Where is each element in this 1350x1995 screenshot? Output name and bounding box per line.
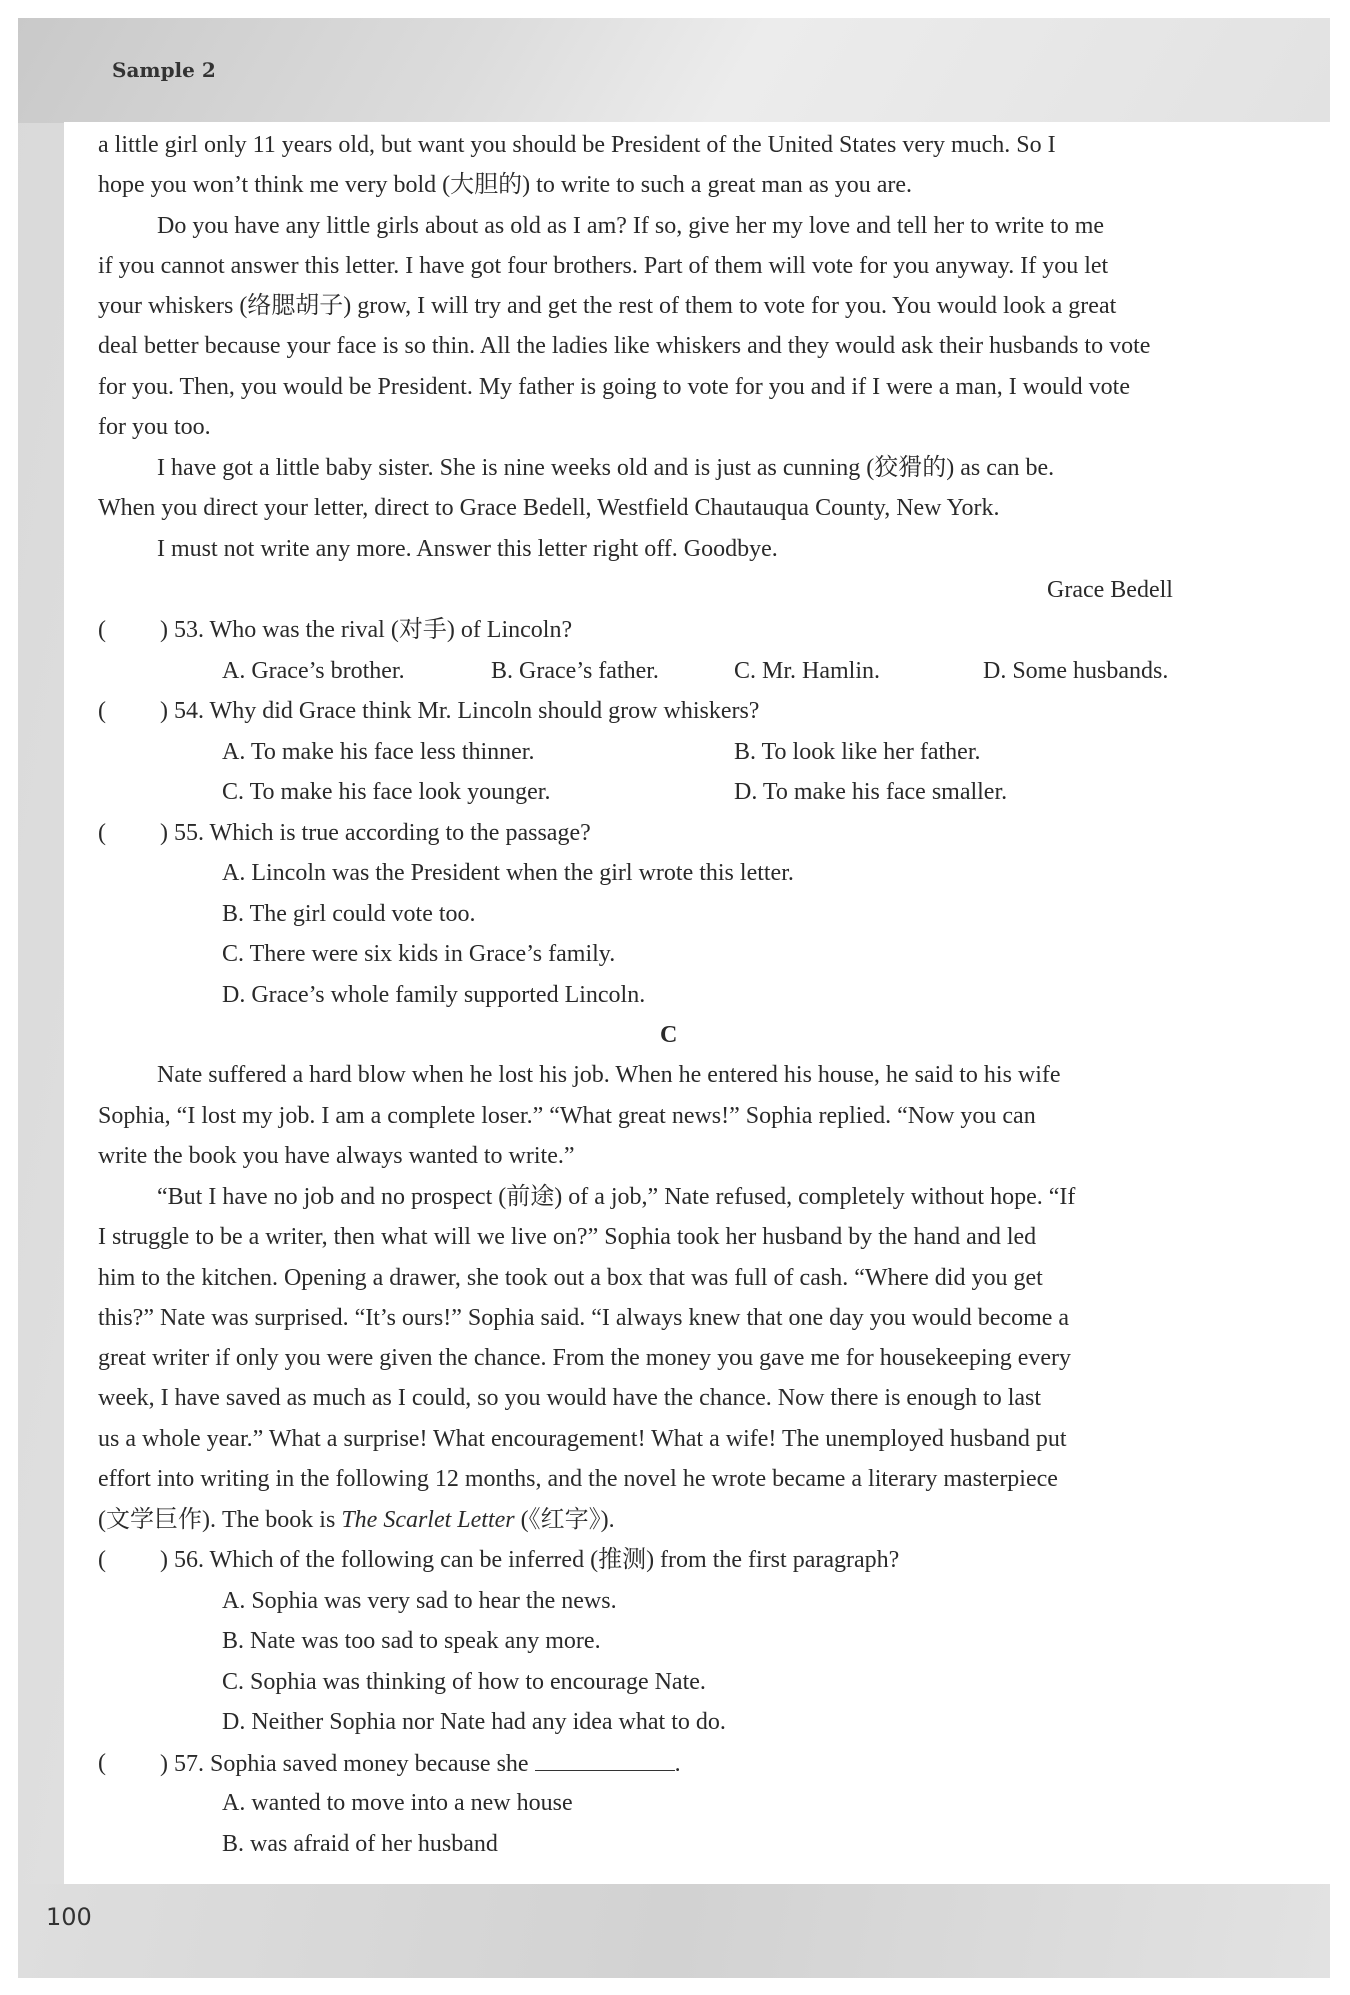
page-number: 100 (46, 1903, 92, 1931)
letter-line: Do you have any little girls about as old as I am? If so, give her my love and tell her to write to me (157, 213, 1105, 239)
question-55-option-c: C. There were six kids in Grace’s family. (222, 941, 616, 967)
question-56-option-b: B. Nate was too sad to speak any more. (222, 1628, 601, 1654)
question-54-stem: ) 54. Why did Grace think Mr. Lincoln should grow whiskers? (160, 698, 760, 724)
passage-line: great writer if only you were given the chance. From the money you gave me for housekeeping every (98, 1345, 1071, 1371)
passage-line-suffix: (《红字》). (514, 1507, 615, 1533)
question-53-stem: ) 53. Who was the rival (对手) of Lincoln? (160, 617, 573, 643)
letter-line: for you too. (98, 414, 211, 440)
answer-paren: ( (98, 820, 106, 846)
letter-line: for you. Then, you would be President. My father is going to vote for you and if I were a man, I would vote (98, 374, 1130, 400)
question-56-option-a: A. Sophia was very sad to hear the news. (222, 1588, 617, 1614)
section-heading: C (660, 1022, 678, 1048)
answer-paren: ( (98, 1750, 106, 1776)
question-54-option-b: B. To look like her father. (734, 739, 981, 765)
passage-line: us a whole year.” What a surprise! What encouragement! What a wife! The unemployed husband put (98, 1426, 1067, 1452)
passage-line: “But I have no job and no prospect (前途) of a job,” Nate refused, completely without hope. “If (157, 1184, 1076, 1210)
letter-line: if you cannot answer this letter. I have got four brothers. Part of them will vote for you anyway. If you let (98, 253, 1109, 279)
question-57-option-b: B. was afraid of her husband (222, 1831, 498, 1857)
question-53-option-c: C. Mr. Hamlin. (734, 658, 881, 684)
question-56-option-d: D. Neither Sophia nor Nate had any idea what to do. (222, 1709, 726, 1735)
question-53-option-a: A. Grace’s brother. (222, 658, 405, 684)
footer-band (18, 1884, 1330, 1978)
answer-paren: ( (98, 698, 106, 724)
question-56-stem: ) 56. Which of the following can be inferred (推测) from the first paragraph? (160, 1547, 900, 1573)
passage-line: him to the kitchen. Opening a drawer, she took out a box that was full of cash. “Where did you get (98, 1265, 1043, 1291)
letter-line: deal better because your face is so thin. All the ladies like whiskers and they would ask their husbands to vote (98, 333, 1151, 359)
letter-line: hope you won’t think me very bold (大胆的) to write to such a great man as you are. (98, 172, 913, 198)
question-55-stem: ) 55. Which is true according to the passage? (160, 820, 591, 846)
letter-line: a little girl only 11 years old, but want you should be President of the United States very much. So I (98, 132, 1056, 158)
question-55-option-d: D. Grace’s whole family supported Lincoln. (222, 982, 646, 1008)
passage-line: Nate suffered a hard blow when he lost his job. When he entered his house, he said to his wife (157, 1062, 1061, 1088)
letter-line: When you direct your letter, direct to Grace Bedell, Westfield Chautauqua County, New York. (98, 495, 1000, 521)
passage-line: this?” Nate was surprised. “It’s ours!” Sophia said. “I always knew that one day you would become a (98, 1305, 1070, 1331)
question-57-stem-end: . (674, 1751, 681, 1777)
book-title: The Scarlet Letter (341, 1507, 515, 1533)
passage-line: I struggle to be a writer, then what will we live on?” Sophia took her husband by the hand and led (98, 1224, 1037, 1250)
letter-line: I have got a little baby sister. She is nine weeks old and is just as cunning (狡猾的) as can be. (157, 455, 1055, 481)
letter-line: I must not write any more. Answer this letter right off. Goodbye. (157, 536, 778, 562)
question-56-option-c: C. Sophia was thinking of how to encourage Nate. (222, 1669, 706, 1695)
question-57-option-a: A. wanted to move into a new house (222, 1790, 573, 1816)
passage-line: effort into writing in the following 12 months, and the novel he wrote became a literary masterpiece (98, 1466, 1058, 1492)
question-53-option-b: B. Grace’s father. (491, 658, 659, 684)
sample-label: Sample 2 (112, 58, 216, 82)
question-57-stem: ) 57. Sophia saved money because she (160, 1751, 529, 1777)
passage-line: write the book you have always wanted to write.” (98, 1143, 575, 1169)
question-54-option-c: C. To make his face look younger. (222, 779, 551, 805)
passage-line-last (98, 1505, 615, 1535)
letter-line: your whiskers (络腮胡子) grow, I will try and get the rest of them to vote for you. You would look a great (98, 293, 1117, 319)
question-55-option-a: A. Lincoln was the President when the girl wrote this letter. (222, 860, 794, 886)
answer-blank[interactable] (535, 1748, 675, 1771)
passage-line-prefix: (文学巨作). The book is (98, 1507, 342, 1533)
question-54-option-d: D. To make his face smaller. (734, 779, 1008, 805)
question-55-option-b: B. The girl could vote too. (222, 901, 476, 927)
question-54-option-a: A. To make his face less thinner. (222, 739, 535, 765)
answer-paren: ( (98, 1547, 106, 1573)
passage-line: Sophia, “I lost my job. I am a complete loser.” “What great news!” Sophia replied. “Now you can (98, 1103, 1036, 1129)
question-53-option-d: D. Some husbands. (983, 658, 1169, 684)
passage-line: week, I have saved as much as I could, so you would have the chance. Now there is enough to last (98, 1385, 1042, 1411)
answer-paren: ( (98, 617, 106, 643)
question-57-stem-wrap (160, 1748, 681, 1779)
letter-signature: Grace Bedell (1047, 577, 1173, 603)
